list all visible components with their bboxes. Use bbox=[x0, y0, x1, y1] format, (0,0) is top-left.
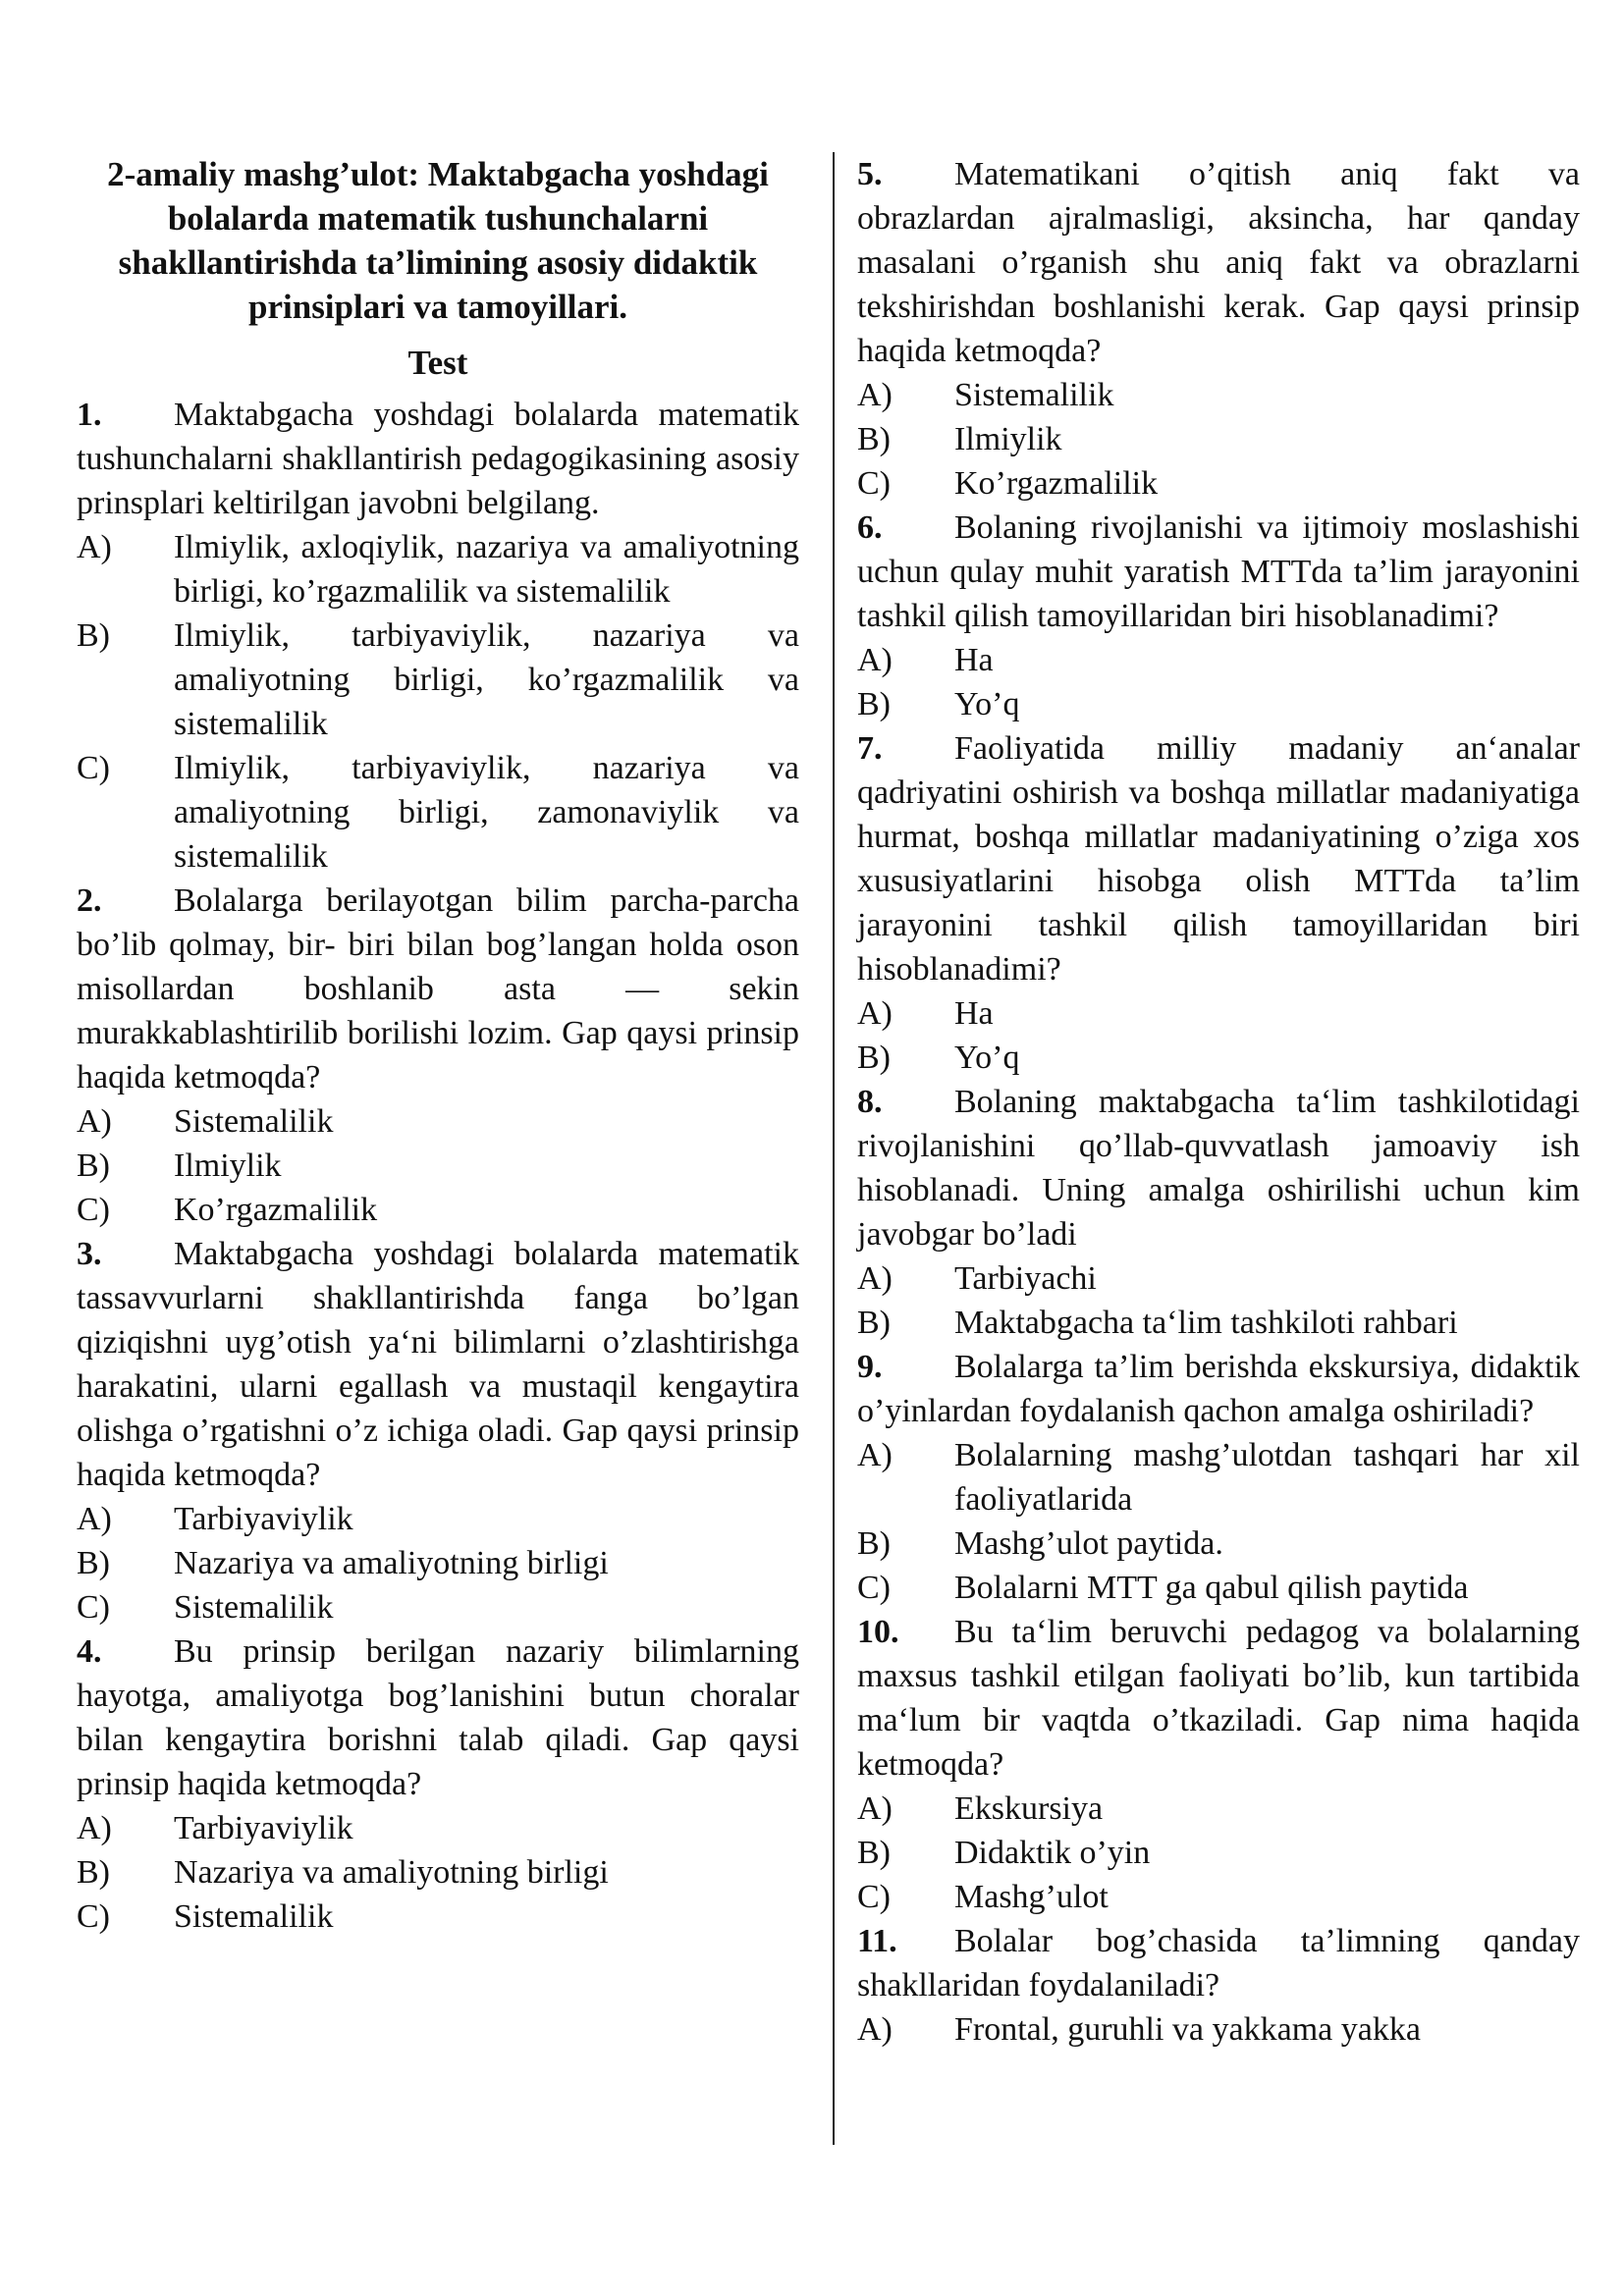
option-text: Ha bbox=[954, 642, 994, 678]
option-text: Ko’rgazmalilik bbox=[174, 1192, 378, 1228]
option-a bbox=[857, 373, 1580, 417]
option-letter: A) bbox=[857, 642, 893, 678]
question-1 bbox=[77, 393, 799, 879]
option-a bbox=[857, 1256, 1580, 1301]
question-text bbox=[857, 726, 1580, 991]
option-letter: B) bbox=[857, 421, 891, 457]
option-letter: C) bbox=[77, 1589, 110, 1626]
option-b bbox=[77, 1144, 799, 1188]
question-2 bbox=[77, 879, 799, 1232]
option-text: Maktabgacha ta‘lim tashkiloti rahbari bbox=[954, 1305, 1458, 1341]
question-number: 6. bbox=[857, 509, 883, 546]
left-column bbox=[77, 152, 799, 1939]
option-c bbox=[77, 1188, 799, 1232]
option-b bbox=[77, 1850, 799, 1895]
option-text: Ha bbox=[954, 995, 994, 1032]
question-body: Maktabgacha yoshdagi bolalarda matematik tushunchalarni shakllantirish pedagogikasining asosiy prinsplari keltirilgan javobni belgilang. bbox=[77, 397, 799, 521]
option-text: Bolalarni MTT ga qabul qilish paytida bbox=[954, 1570, 1469, 1606]
question-number: 1. bbox=[77, 397, 102, 433]
option-text: Mashg’ulot paytida. bbox=[954, 1525, 1223, 1562]
question-text bbox=[857, 152, 1580, 373]
option-b bbox=[857, 682, 1580, 726]
option-letter: A) bbox=[857, 995, 893, 1032]
document-title: 2-amaliy mashg’ulot: Maktabgacha yoshdagi bolalarda matematik tushunchalarni shakllantirishda ta’limining asosiy didaktik prinsiplari va tamoyillari. bbox=[107, 155, 769, 326]
question-body: Bolalar bog’chasida ta’limning qanday shakllaridan foydalaniladi? bbox=[857, 1923, 1580, 2003]
question-5 bbox=[857, 152, 1580, 506]
option-text: Ilmiylik bbox=[954, 421, 1062, 457]
option-letter: C) bbox=[77, 1192, 110, 1228]
question-text bbox=[857, 1345, 1580, 1433]
option-letter: B) bbox=[77, 617, 110, 654]
option-a bbox=[77, 1099, 799, 1144]
question-body: Bolalarga ta’lim berishda ekskursiya, didaktik o’yinlardan foydalanish qachon amalga oshiriladi? bbox=[857, 1349, 1580, 1429]
option-letter: B) bbox=[77, 1545, 110, 1581]
option-text: Ko’rgazmalilik bbox=[954, 465, 1159, 502]
option-text: Ekskursiya bbox=[954, 1790, 1104, 1827]
question-number: 10. bbox=[857, 1614, 899, 1650]
option-letter: B) bbox=[857, 1040, 891, 1076]
question-body: Bolalarga berilayotgan bilim parcha-parcha bo’lib qolmay, bir- biri bilan bog’langan holda oson misollardan boshlanib asta — sekin murakkablashtirilib borilishi lozim. Gap qaysi prinsip haqida ketmoqda? bbox=[77, 882, 799, 1095]
option-letter: A) bbox=[857, 1790, 893, 1827]
option-text: Nazariya va amaliyotning birligi bbox=[174, 1854, 609, 1891]
question-body: Maktabgacha yoshdagi bolalarda matematik tassavvurlarni shakllantirishda fanga bo’lgan qiziqishni uyg’otish ya‘ni bilimlarni o’zlashtirishga harakatini, ularni egallash va mustaqil kengaytira olishga o’rgatishni o’z ichiga oladi. Gap qaysi prinsip haqida ketmoqda? bbox=[77, 1236, 799, 1493]
option-letter: C) bbox=[857, 1570, 891, 1606]
option-letter: A) bbox=[857, 1260, 893, 1297]
option-letter: B) bbox=[77, 1854, 110, 1891]
option-letter: B) bbox=[77, 1148, 110, 1184]
option-letter: C) bbox=[857, 1879, 891, 1915]
question-text bbox=[77, 879, 799, 1099]
right-column bbox=[857, 152, 1580, 2052]
option-b bbox=[857, 417, 1580, 461]
option-letter: B) bbox=[857, 1835, 891, 1871]
option-text: Didaktik o’yin bbox=[954, 1835, 1151, 1871]
option-letter: B) bbox=[857, 686, 891, 722]
option-text: Tarbiyaviylik bbox=[174, 1810, 353, 1846]
option-letter: A) bbox=[857, 2011, 893, 2048]
option-text: Nazariya va amaliyotning birligi bbox=[174, 1545, 609, 1581]
question-10 bbox=[857, 1610, 1580, 1919]
option-b bbox=[77, 614, 799, 746]
option-letter: B) bbox=[857, 1525, 891, 1562]
option-letter: A) bbox=[77, 1810, 112, 1846]
question-number: 11. bbox=[857, 1923, 897, 1959]
question-number: 9. bbox=[857, 1349, 883, 1385]
question-9 bbox=[857, 1345, 1580, 1610]
option-b bbox=[857, 1301, 1580, 1345]
option-c bbox=[77, 746, 799, 879]
option-text: Tarbiyaviylik bbox=[174, 1501, 353, 1537]
question-body: Bolaning rivojlanishi va ijtimoiy moslashishi uchun qulay muhit yaratish MTTda ta’lim jarayonini tashkil qilish tamoyillaridan biri hisoblanadimi? bbox=[857, 509, 1580, 634]
option-a bbox=[77, 1806, 799, 1850]
option-c bbox=[77, 1895, 799, 1939]
question-text bbox=[857, 1919, 1580, 2007]
option-c bbox=[857, 1566, 1580, 1610]
question-body: Bu ta‘lim beruvchi pedagog va bolalarning maxsus tashkil etilgan faoliyati bo’lib, kun tartibida ma‘lum bir vaqtda o’tkaziladi. Gap nima haqida ketmoqda? bbox=[857, 1614, 1580, 1783]
question-text bbox=[857, 1610, 1580, 1787]
question-number: 3. bbox=[77, 1236, 102, 1272]
question-text bbox=[77, 1232, 799, 1497]
option-b bbox=[857, 1036, 1580, 1080]
question-text bbox=[857, 1080, 1580, 1256]
option-a bbox=[77, 1497, 799, 1541]
question-text bbox=[77, 393, 799, 525]
option-text: Ilmiylik, axloqiylik, nazariya va amaliyotning birligi, ko’rgazmalilik va sistemalilik bbox=[174, 529, 799, 610]
option-letter: A) bbox=[77, 1103, 112, 1140]
question-number: 7. bbox=[857, 730, 883, 767]
question-number: 8. bbox=[857, 1084, 883, 1120]
question-11 bbox=[857, 1919, 1580, 2052]
option-text: Sistemalilik bbox=[174, 1898, 334, 1935]
option-c bbox=[77, 1585, 799, 1629]
option-text: Yo’q bbox=[954, 686, 1020, 722]
option-letter: A) bbox=[77, 529, 112, 565]
question-body: Faoliyatida milliy madaniy an‘analar qadriyatini oshirish va boshqa millatlar madaniyatiga hurmat, boshqa millatlar madaniyatining o’ziga xos xususiyatlarini hisobga olish MTTda ta’lim jarayonini tashkil qilish tamoyillaridan biri hisoblanadimi? bbox=[857, 730, 1580, 988]
option-text: Ilmiylik, tarbiyaviylik, nazariya va amaliyotning birligi, zamonaviylik va sistemalilik bbox=[174, 750, 799, 875]
question-number: 5. bbox=[857, 156, 883, 192]
option-a bbox=[857, 991, 1580, 1036]
option-text: Tarbiyachi bbox=[954, 1260, 1097, 1297]
option-b bbox=[857, 1522, 1580, 1566]
question-8 bbox=[857, 1080, 1580, 1345]
option-c bbox=[857, 461, 1580, 506]
option-letter: C) bbox=[77, 750, 110, 786]
option-a bbox=[857, 638, 1580, 682]
option-letter: C) bbox=[77, 1898, 110, 1935]
option-b bbox=[857, 1831, 1580, 1875]
document-subtitle: Test bbox=[407, 344, 468, 382]
option-text: Ilmiylik bbox=[174, 1148, 282, 1184]
question-text bbox=[77, 1629, 799, 1806]
question-6 bbox=[857, 506, 1580, 726]
option-text: Frontal, guruhli va yakkama yakka bbox=[954, 2011, 1421, 2048]
option-a bbox=[857, 2007, 1580, 2052]
option-letter: C) bbox=[857, 465, 891, 502]
question-number: 4. bbox=[77, 1633, 102, 1670]
question-number: 2. bbox=[77, 882, 102, 919]
option-text: Sistemalilik bbox=[954, 377, 1114, 413]
option-text: Sistemalilik bbox=[174, 1589, 334, 1626]
option-letter: A) bbox=[77, 1501, 112, 1537]
option-c bbox=[857, 1875, 1580, 1919]
question-4 bbox=[77, 1629, 799, 1939]
question-7 bbox=[857, 726, 1580, 1080]
option-a bbox=[77, 525, 799, 614]
question-body: Bu prinsip berilgan nazariy bilimlarning hayotga, amaliyotga bog’lanishini butun choralar bilan kengaytira borishni talab qiladi. Gap qaysi prinsip haqida ketmoqda? bbox=[77, 1633, 799, 1802]
option-text: Bolalarning mashg’ulotdan tashqari har xil faoliyatlarida bbox=[954, 1437, 1580, 1518]
option-text: Ilmiylik, tarbiyaviylik, nazariya va amaliyotning birligi, ko’rgazmalilik va sistemalilik bbox=[174, 617, 799, 742]
option-letter: B) bbox=[857, 1305, 891, 1341]
option-text: Mashg’ulot bbox=[954, 1879, 1109, 1915]
option-letter: A) bbox=[857, 377, 893, 413]
question-text bbox=[857, 506, 1580, 638]
question-3 bbox=[77, 1232, 799, 1629]
option-b bbox=[77, 1541, 799, 1585]
option-a bbox=[857, 1787, 1580, 1831]
option-letter: A) bbox=[857, 1437, 893, 1473]
question-body: Bolaning maktabgacha ta‘lim tashkilotidagi rivojlanishini qo’llab-quvvatlash jamoaviy ish hisoblanadi. Uning amalga oshirilishi uchun kim javobgar bo’ladi bbox=[857, 1084, 1580, 1253]
option-text: Yo’q bbox=[954, 1040, 1020, 1076]
option-a bbox=[857, 1433, 1580, 1522]
column-divider bbox=[833, 152, 835, 2145]
question-body: Matematikani o’qitish aniq fakt va obrazlardan ajralmasligi, aksincha, har qanday masalani o’rganish shu aniq fakt va obrazlarni tekshirishdan boshlanishi kerak. Gap qaysi prinsip haqida ketmoqda? bbox=[857, 156, 1580, 369]
option-text: Sistemalilik bbox=[174, 1103, 334, 1140]
